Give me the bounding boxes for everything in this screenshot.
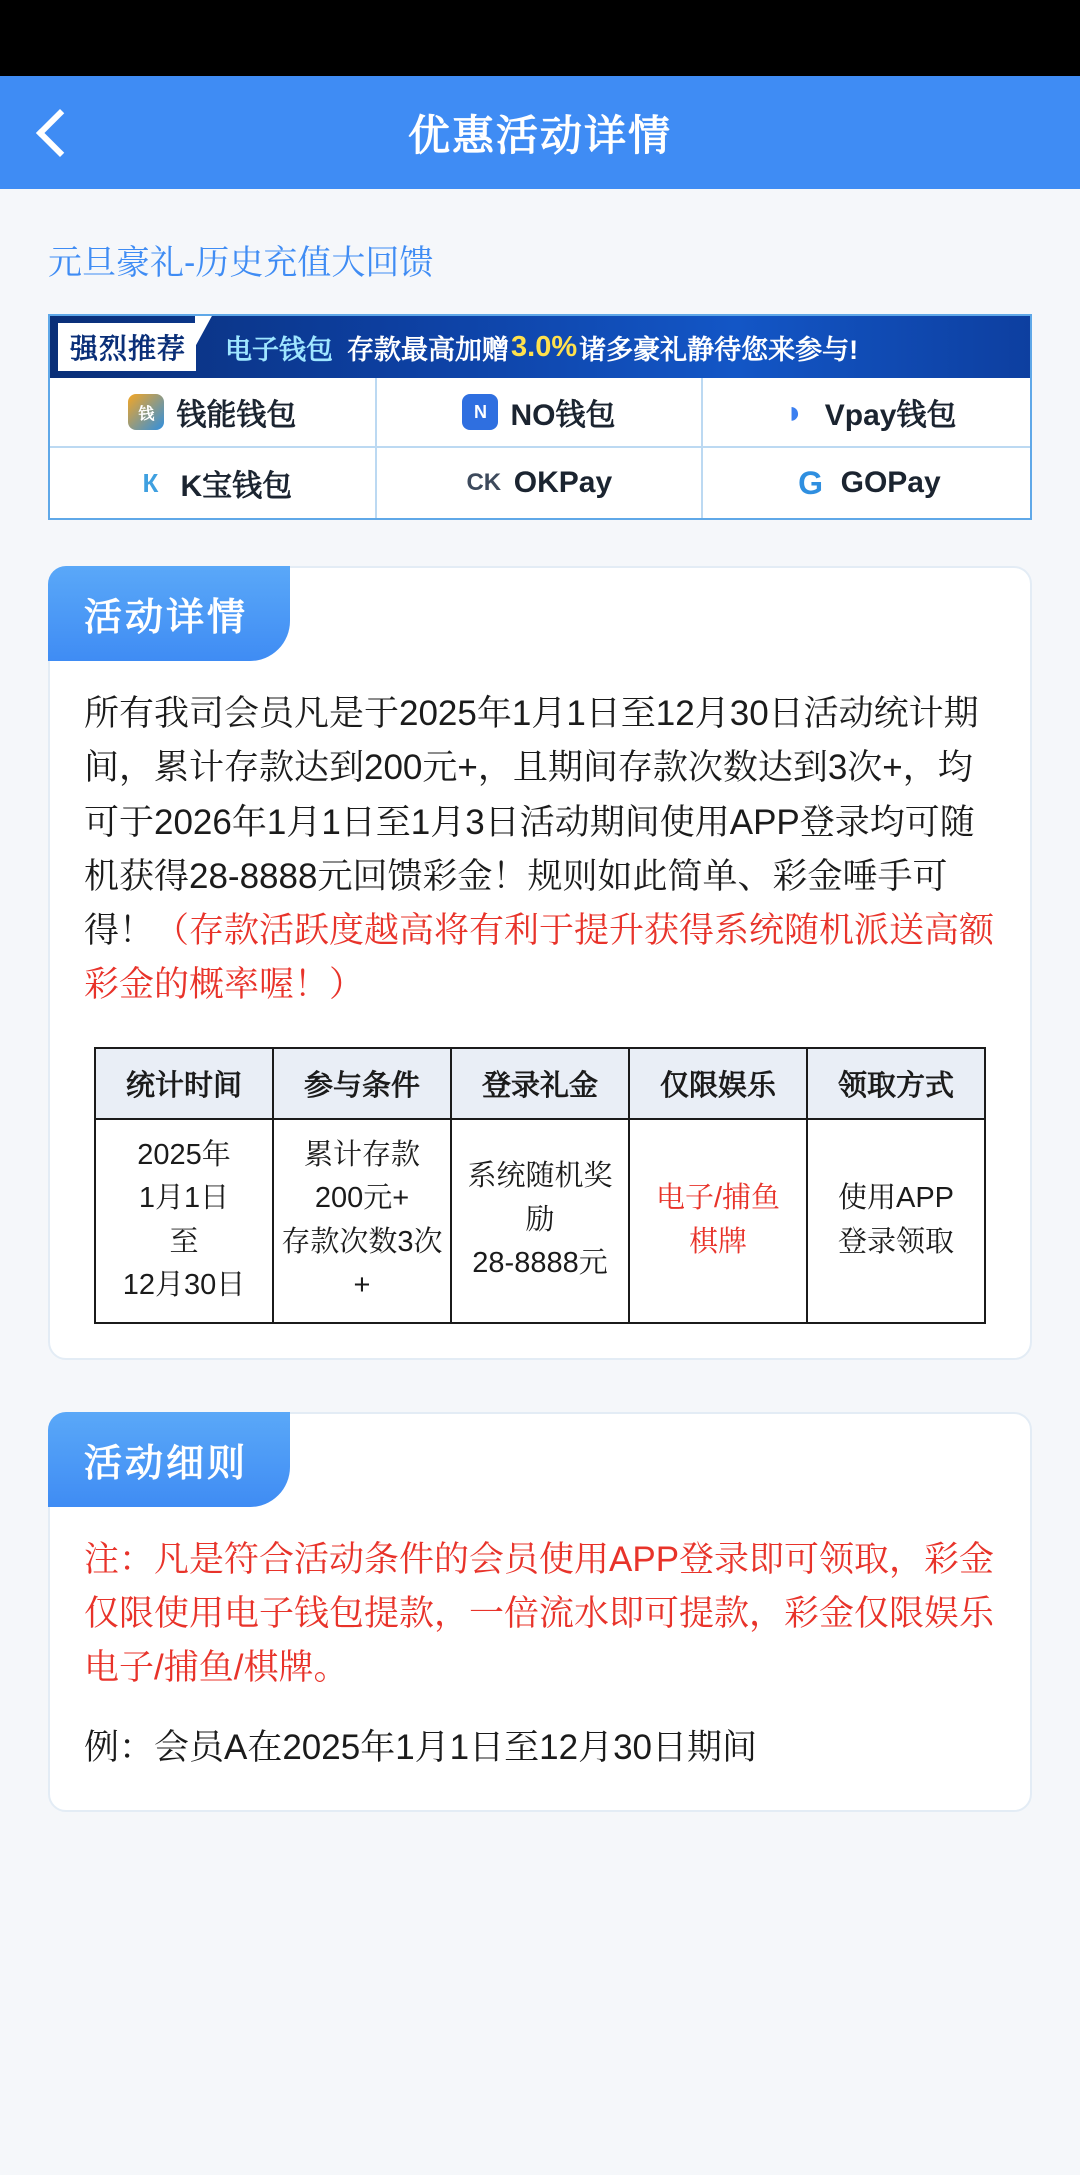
wallet-item[interactable] xyxy=(377,448,704,518)
wallet-label: NO钱包 xyxy=(510,399,616,432)
banner-badge: 强烈推荐 xyxy=(58,323,196,371)
banner-text-bonus: 存款最高加赠 xyxy=(347,334,510,365)
cell-gift xyxy=(451,1119,629,1323)
chevron-left-icon xyxy=(36,108,84,156)
table-row xyxy=(95,1119,985,1323)
cell-limit-text: 电子/捕鱼 棋牌 xyxy=(655,1182,781,1258)
wallet-item[interactable] xyxy=(703,378,1030,448)
cell-limit xyxy=(629,1119,807,1323)
banner-badge-slant-icon xyxy=(195,316,213,378)
cell-condition xyxy=(273,1119,451,1323)
wallet-label: K宝钱包 xyxy=(180,470,293,503)
wallet-label: Vpay钱包 xyxy=(824,399,957,432)
col-header-time: 统计时间 xyxy=(95,1048,273,1119)
wallet-label: GOPay xyxy=(840,466,941,499)
wallet-item[interactable] xyxy=(703,448,1030,518)
activity-rules-tab: 活动细则 xyxy=(48,1412,290,1507)
col-header-method: 领取方式 xyxy=(807,1048,985,1119)
activity-detail-table xyxy=(94,1047,986,1324)
activity-detail-paragraph xyxy=(84,687,996,1013)
banner-headline xyxy=(50,316,1030,378)
kbao-wallet-icon: К xyxy=(132,465,168,501)
banner-text-wallet: 电子钱包 xyxy=(225,334,334,365)
qianneng-wallet-icon: 钱 xyxy=(128,394,164,430)
wallet-item[interactable] xyxy=(377,378,704,448)
cell-condition-text: 累计存款 200元+ 存款次数3次+ xyxy=(281,1138,443,1301)
col-header-condition: 参与条件 xyxy=(273,1048,451,1119)
activity-detail-body xyxy=(50,661,1030,1324)
rules-example: 例：会员A在2025年1月1日至12月30日期间 xyxy=(84,1728,757,1768)
banner-percent: 3.0% xyxy=(511,330,578,363)
page-content xyxy=(0,189,1080,2175)
rules-note: 注：凡是符合活动条件的会员使用APP登录即可领取，彩金仅限使用电子钱包提款，一倍流水即可提款，彩金仅限娱乐电子/捕鱼/棋牌。 xyxy=(84,1539,995,1687)
page-header xyxy=(0,76,1080,189)
activity-detail-tab: 活动详情 xyxy=(48,566,290,661)
activity-rules-card xyxy=(48,1412,1032,1812)
col-header-gift: 登录礼金 xyxy=(451,1048,629,1119)
promo-title: 元旦豪礼-历史充值大回馈 xyxy=(48,244,434,282)
cell-method-text: 使用APP 登录领取 xyxy=(837,1182,955,1258)
vpay-wallet-icon: ◗ xyxy=(777,394,813,430)
cell-method xyxy=(807,1119,985,1323)
wallet-label: OKPay xyxy=(513,466,613,499)
cell-gift-text: 系统随机奖励 28-8888元 xyxy=(467,1160,613,1280)
page-title: 优惠活动详情 xyxy=(407,111,672,159)
wallet-item[interactable] xyxy=(50,378,377,448)
back-button[interactable] xyxy=(0,76,110,189)
status-bar-spacer xyxy=(0,0,1080,76)
banner-text-tail: 诸多豪礼静待您来参与! xyxy=(579,334,859,365)
wallet-grid xyxy=(50,378,1030,518)
detail-paragraph-black: 所有我司会员凡是于2025年1月1日至12月30日活动统计期间，累计存款达到200元+，且期间存款次数达到3次+，均可于2026年1月1日至1月3日活动期间使用APP登录均可随机获得28-8888元回馈彩金！规则如此简单、彩金唾手可得！ xyxy=(84,694,979,950)
no-wallet-icon: N xyxy=(462,394,498,430)
col-header-limit: 仅限娱乐 xyxy=(629,1048,807,1119)
gopay-wallet-icon: G xyxy=(793,465,829,501)
table-header-row xyxy=(95,1048,985,1119)
wallet-promo-banner xyxy=(48,314,1032,520)
wallet-label: 钱能钱包 xyxy=(176,399,297,432)
cell-time xyxy=(95,1119,273,1323)
cell-time-text: 2025年 1月1日 至 12月30日 xyxy=(122,1138,246,1301)
okpay-wallet-icon: CK xyxy=(466,465,502,501)
detail-paragraph-red: （存款活跃度越高将有利于提升获得系统随机派送高额彩金的概率喔！） xyxy=(84,911,995,1005)
activity-detail-card xyxy=(48,566,1032,1360)
wallet-item[interactable] xyxy=(50,448,377,518)
